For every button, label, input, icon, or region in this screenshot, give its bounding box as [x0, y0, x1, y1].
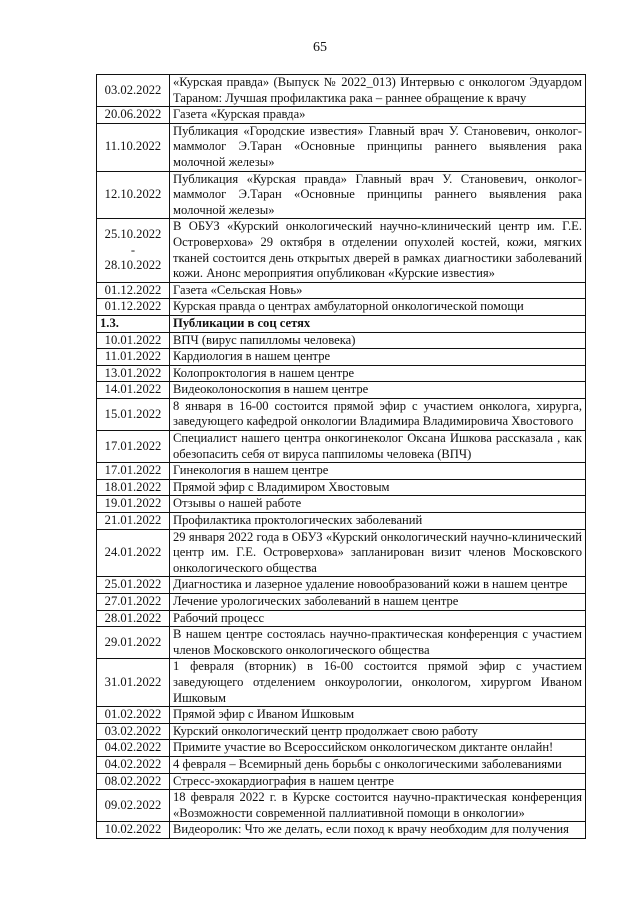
table-row: [97, 282, 586, 299]
section-row: [97, 315, 586, 332]
table-row: [97, 577, 586, 594]
row-description: Прямой эфир с Владимиром Хвостовым: [170, 479, 586, 496]
table-row: [97, 707, 586, 724]
table-row: [97, 171, 586, 219]
row-description: Прямой эфир с Иваном Ишковым: [170, 707, 586, 724]
table-row: [97, 773, 586, 790]
date-range: [100, 227, 166, 274]
row-description: Примите участие во Всероссийском онкологическом диктанте онлайн!: [170, 740, 586, 757]
row-description: 18 февраля 2022 г. в Курске состоится научно-практическая конференция «Возможности современной паллиативной помощи в онкологии»: [170, 790, 586, 822]
row-date: 09.02.2022: [97, 790, 170, 822]
table-row: [97, 594, 586, 611]
row-date: 08.02.2022: [97, 773, 170, 790]
row-description: Стресс-эхокардиография в нашем центре: [170, 773, 586, 790]
table-row: [97, 398, 586, 430]
table-row: [97, 123, 586, 171]
table-row: [97, 332, 586, 349]
row-date: 01.02.2022: [97, 707, 170, 724]
table-row: [97, 382, 586, 399]
publications-table: [96, 74, 586, 839]
row-date: 14.01.2022: [97, 382, 170, 399]
table-row: [97, 107, 586, 124]
row-description: ВПЧ (вирус папилломы человека): [170, 332, 586, 349]
row-description: Отзывы о нашей работе: [170, 496, 586, 513]
row-date: 01.12.2022: [97, 282, 170, 299]
row-date: 31.01.2022: [97, 659, 170, 707]
table-row: [97, 790, 586, 822]
table-row: [97, 349, 586, 366]
table-row: [97, 75, 586, 107]
row-description: Гинекология в нашем центре: [170, 463, 586, 480]
row-description: Видеоролик: Что же делать, если поход к врачу необходим для получения: [170, 822, 586, 839]
row-description: 4 февраля – Всемирный день борьбы с онкологическими заболеваниями: [170, 756, 586, 773]
date-range-end: 28.10.2022: [104, 258, 162, 273]
section-number: 1.3.: [97, 315, 170, 332]
row-date: 12.10.2022: [97, 171, 170, 219]
row-description: Рабочий процесс: [170, 610, 586, 627]
row-date: 11.01.2022: [97, 349, 170, 366]
row-description: Газета «Курская правда»: [170, 107, 586, 124]
row-date: 17.01.2022: [97, 431, 170, 463]
row-description: Диагностика и лазерное удаление новообразований кожи в нашем центре: [170, 577, 586, 594]
table-row: [97, 463, 586, 480]
row-date: 04.02.2022: [97, 756, 170, 773]
row-date: 01.12.2022: [97, 299, 170, 316]
row-description: 29 января 2022 года в ОБУЗ «Курский онкологический научно-клинический центр им. Г.Е. Островерхова» запланирован визит членов Московского онкологического общества: [170, 529, 586, 577]
row-date: 10.02.2022: [97, 822, 170, 839]
row-date: 11.10.2022: [97, 123, 170, 171]
row-description: Кардиология в нашем центре: [170, 349, 586, 366]
row-date: 13.01.2022: [97, 365, 170, 382]
row-date: 28.01.2022: [97, 610, 170, 627]
row-date: 10.01.2022: [97, 332, 170, 349]
row-date: 21.01.2022: [97, 513, 170, 530]
table-row: [97, 723, 586, 740]
table-row: [97, 610, 586, 627]
section-title: Публикации в соц сетях: [170, 315, 586, 332]
row-description: Курская правда о центрах амбулаторной онкологической помощи: [170, 299, 586, 316]
row-date: 03.02.2022: [97, 723, 170, 740]
row-date: 18.01.2022: [97, 479, 170, 496]
row-date: 20.06.2022: [97, 107, 170, 124]
row-description: Газета «Сельская Новь»: [170, 282, 586, 299]
table-row: [97, 219, 586, 282]
row-description: Специалист нашего центра онкогинеколог Оксана Ишкова рассказала , как обезопасить себя от вируса паппиломы человека (ВПЧ): [170, 431, 586, 463]
table-row: [97, 365, 586, 382]
row-date: 27.01.2022: [97, 594, 170, 611]
row-description: Публикация «Курская правда» Главный врач У. Становевич, онколог-маммолог Э.Таран «Основные принципы раннего выявления рака молочной железы»: [170, 171, 586, 219]
table-row: [97, 740, 586, 757]
row-description: Видеоколоноскопия в нашем центре: [170, 382, 586, 399]
row-description: «Курская правда» (Выпуск № 2022_013) Интервью с онкологом Эдуардом Тараном: Лучшая профилактика рака – раннее обращение к врачу: [170, 75, 586, 107]
row-description: Публикация «Городские известия» Главный врач У. Становевич, онколог-маммолог Э.Таран «Основные принципы раннего выявления рака молочной железы»: [170, 123, 586, 171]
date-range-separator: -: [130, 242, 136, 257]
row-description: В нашем центре состоялась научно-практическая конференция с участием членов Московского онкологического общества: [170, 627, 586, 659]
row-date: 03.02.2022: [97, 75, 170, 107]
table-row: [97, 756, 586, 773]
row-date: 25.01.2022: [97, 577, 170, 594]
date-range-start: 25.10.2022: [104, 227, 162, 242]
row-description: Лечение урологических заболеваний в нашем центре: [170, 594, 586, 611]
table-row: [97, 431, 586, 463]
table-row: [97, 479, 586, 496]
row-description: Колопроктология в нашем центре: [170, 365, 586, 382]
row-description: Курский онкологический центр продолжает свою работу: [170, 723, 586, 740]
row-date: 15.01.2022: [97, 398, 170, 430]
table-row: [97, 513, 586, 530]
row-description: 1 февраля (вторник) в 16-00 состоится прямой эфир с участием заведующего отделением онкоурологии, онкологом, хирургом Иваном Ишковым: [170, 659, 586, 707]
page-number: 65: [313, 40, 327, 55]
row-date: 29.01.2022: [97, 627, 170, 659]
table-row: [97, 299, 586, 316]
table-row: [97, 659, 586, 707]
row-description: 8 января в 16-00 состоится прямой эфир с участием онколога, хирурга, заведующего кафедрой онкологии Владимира Владимировича Хвостового: [170, 398, 586, 430]
row-description: Профилактика проктологических заболеваний: [170, 513, 586, 530]
table-row: [97, 627, 586, 659]
row-date: 04.02.2022: [97, 740, 170, 757]
row-date: 17.01.2022: [97, 463, 170, 480]
row-date: [97, 219, 170, 282]
publications-table-body: [97, 75, 586, 839]
table-row: [97, 822, 586, 839]
row-date: 19.01.2022: [97, 496, 170, 513]
table-row: [97, 529, 586, 577]
row-description: В ОБУЗ «Курский онкологический научно-клинический центр им. Г.Е. Островерхова» 29 октября в отделении опухолей костей, кожи, мягких тканей состоится день открытых дверей в рамках диагностики заболеваний кожи. Анонс мероприятия опубликован «Курские известия»: [170, 219, 586, 282]
row-date: 24.01.2022: [97, 529, 170, 577]
table-row: [97, 496, 586, 513]
